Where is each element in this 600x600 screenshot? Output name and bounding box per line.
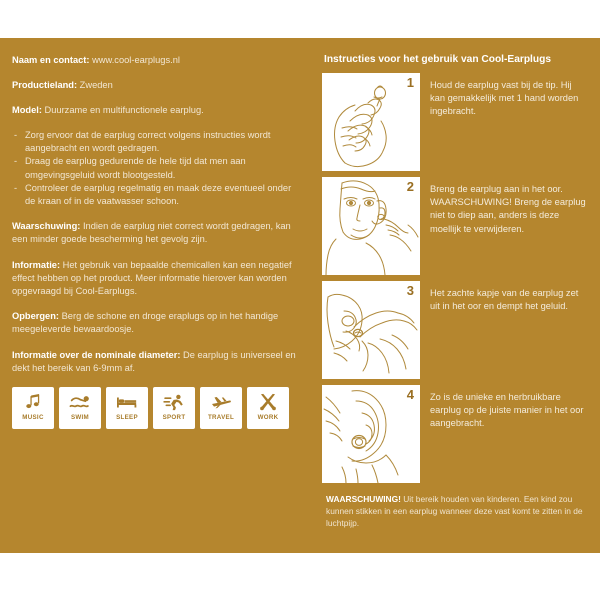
paragraph-waarschuwing: [12, 220, 298, 246]
field-productieland: [12, 79, 298, 92]
sport-icon: [163, 391, 185, 413]
field-value: Duurzame en multifunctionele earplug.: [41, 105, 204, 115]
field-label: Productieland:: [12, 80, 78, 90]
left-information-column: [0, 38, 312, 553]
paragraph-label: Informatie:: [12, 259, 61, 270]
list-item: - Zorg ervoor dat de earplug correct volgens instructies wordt aangebracht en wordt gedragen.: [12, 129, 298, 155]
fingers-pressing-earplug-illustration: [322, 281, 420, 379]
hand-holding-earplug-illustration: [322, 73, 420, 171]
icon-caption: SLEEP: [116, 414, 138, 422]
usage-scenario-icon-strip: [12, 387, 298, 429]
step-2-text: Breng de earplug aan in het oor. WAARSCHUWING! Breng de earplug niet to diep aan, anders is deze moellijk te verwijderen.: [430, 184, 586, 234]
travel-icon: [210, 391, 232, 413]
step-1-text: Houd de earplug vast bij de tip. Hij kan gemakkelijk met 1 hand worden ingebracht.: [430, 80, 579, 117]
usage-instructions-list: [12, 129, 298, 208]
instruction-step-2: [322, 177, 590, 275]
right-instructions-column: [312, 38, 600, 553]
warning-text: Uit bereik houden van kinderen. Een kind zou kunnen stikken in een earplug wanneer deze vast komt te zitten in de luchtpijp.: [326, 494, 583, 528]
swim-icon: [69, 391, 91, 413]
sleep-icon: [116, 391, 138, 413]
instruction-step-1: [322, 73, 590, 171]
step-1-figure: [322, 73, 420, 171]
warning-label: WAARSCHUWING!: [326, 494, 401, 504]
field-value: www.cool-earplugs.nl: [89, 55, 180, 65]
step-number: 1: [406, 75, 414, 90]
field-naam-en-contact: [12, 54, 298, 67]
paragraph-nominale-diameter: [12, 349, 298, 375]
instruction-step-4: [322, 385, 590, 483]
icon-caption: MUSIC: [22, 414, 44, 422]
icon-caption: TRAVEL: [207, 414, 235, 422]
field-label: Naam en contact:: [12, 55, 90, 65]
icon-tile-sport: [153, 387, 195, 429]
step-2-figure: [322, 177, 420, 275]
step-3-text: Het zachte kapje van de earplug zet uit in het oor en dempt het geluid.: [430, 288, 579, 312]
icon-caption: SPORT: [162, 414, 186, 422]
step-number: 4: [406, 387, 414, 402]
paragraph-label: Opbergen:: [12, 311, 60, 322]
paragraph-text: Het gebruik van bepaalde chemicallen kan een negatief effect hebben op het product. Meer informatie hierover kan worden opgevraagd bij Cool-Earplugs.: [12, 259, 292, 297]
paragraph-text: Berg de schone en droge eraplugs op in het handige meegeleverde bewaardoosje.: [12, 311, 279, 335]
step-4-figure: [322, 385, 420, 483]
paragraph-opbergen: [12, 310, 298, 336]
music-icon: [24, 391, 43, 413]
step-number: 3: [406, 283, 414, 298]
instruction-step-3: [322, 281, 590, 379]
instructions-heading: Instructies voor het gebruik van Cool-Earplugs: [324, 54, 551, 65]
list-item: - Controleer de earplug regelmatig en maak deze eventueel onder de kraan of in de vaatwasser schoon.: [12, 182, 298, 208]
work-icon: [258, 391, 278, 413]
icon-tile-swim: [59, 387, 101, 429]
icon-caption: SWIM: [70, 414, 90, 422]
icon-tile-work: [247, 387, 289, 429]
gold-content-panel: [0, 38, 600, 553]
icon-caption: WORK: [257, 414, 279, 422]
step-number: 2: [406, 179, 414, 194]
field-value: Zweden: [77, 80, 113, 90]
paragraph-informatie: [12, 259, 298, 299]
icon-tile-sleep: [106, 387, 148, 429]
step-4-text: Zo is de unieke en herbruikbare earplug op de juiste manier in het oor aangebracht.: [430, 392, 584, 429]
field-label: Model:: [12, 105, 42, 115]
step-3-figure: [322, 281, 420, 379]
paragraph-label: Informatie over de nominale diameter:: [12, 349, 181, 360]
ear-with-earplug-illustration: [322, 385, 420, 483]
two-column-layout: [0, 38, 600, 553]
paragraph-text: Indien de earplug niet correct wordt gedragen, kan een minder goede bescherming het gevolg zijn.: [12, 221, 291, 245]
man-inserting-earplug-illustration: [322, 177, 420, 275]
list-item: - Draag de earplug gedurende de hele tijd dat men aan omgevingsgeluid wordt blootgesteld.: [12, 155, 298, 181]
paragraph-label: Waarschuwing:: [12, 221, 81, 232]
field-model: [12, 104, 298, 117]
child-safety-warning: [326, 493, 590, 529]
icon-tile-travel: [200, 387, 242, 429]
paragraph-text: De earplug is universeel en dekt het bereik van 6-9mm af.: [12, 349, 296, 373]
icon-tile-music: [12, 387, 54, 429]
